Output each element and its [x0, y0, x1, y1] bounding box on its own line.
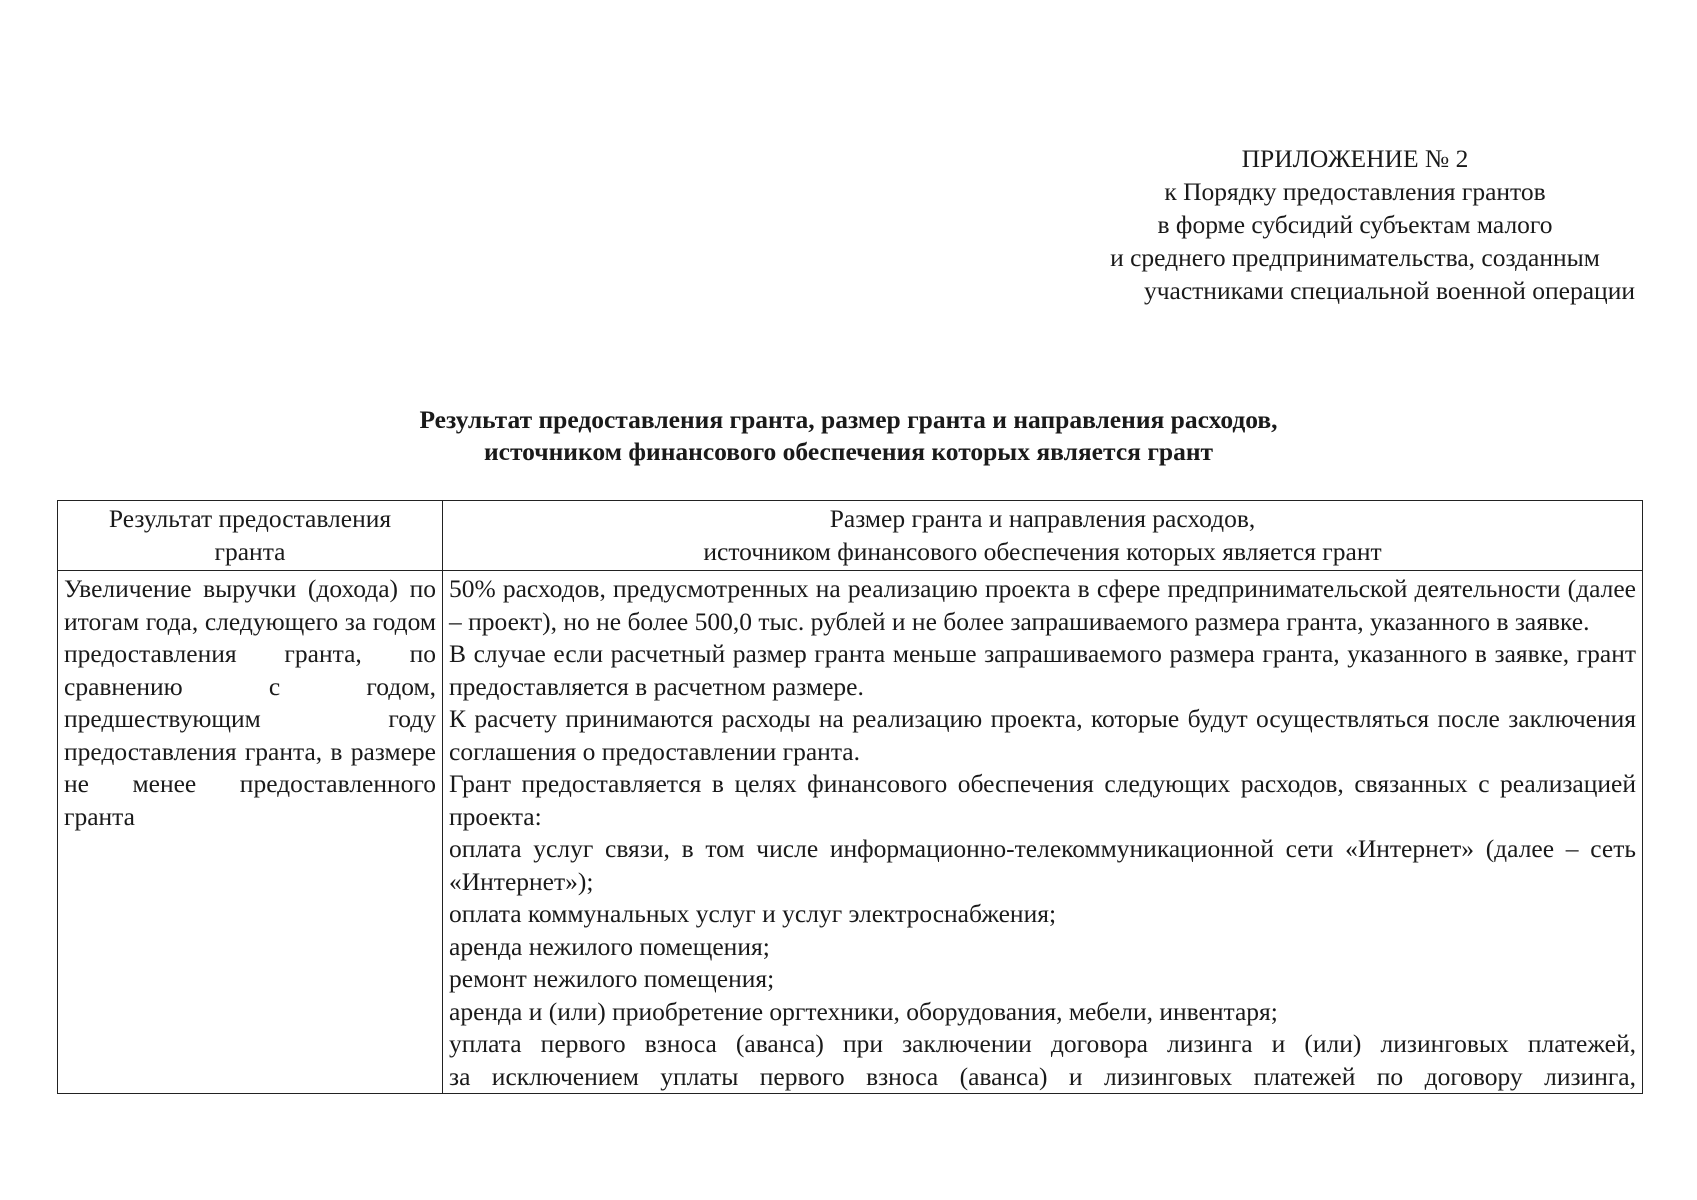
- table-header-row: [58, 501, 1643, 571]
- paragraph-calculated-size: В случае если расчетный размер гранта меньше запрашиваемого размера гранта, указанного в заявке, грант предоставляется в расчетном размере.: [449, 639, 1636, 701]
- appendix-line: и среднего предпринимательства, созданным: [1110, 243, 1600, 272]
- result-cell: Увеличение выручки (дохода) по итогам года, следующего за годом предоставления гранта, по сравнению с годом, предшествующим году предоставления гранта, в размере не менее предоставленного гранта: [58, 571, 443, 1094]
- header-amount-line: источником финансового обеспечения которых является грант: [703, 536, 1382, 566]
- title-line: Результат предоставления гранта, размер гранта и направления расходов,: [419, 405, 1278, 434]
- appendix-line: в форме субсидий субъектам малого: [1157, 210, 1553, 239]
- paragraph-accepted-expenses: К расчету принимаются расходы на реализацию проекта, которые будут осуществляться после заключения соглашения о предоставлении гранта.: [449, 704, 1636, 766]
- appendix-number: ПРИЛОЖЕНИЕ № 2: [1241, 144, 1469, 173]
- appendix-line: к Порядку предоставления грантов: [1164, 177, 1546, 206]
- header-result-line: гранта: [214, 536, 286, 566]
- header-result-line: Результат предоставления: [108, 504, 392, 533]
- appendix-header: [1075, 142, 1635, 307]
- grant-table: [57, 500, 1643, 1094]
- expense-item: оплата коммунальных услуг и услуг электроснабжения;: [449, 899, 1057, 928]
- expenses-cell: [443, 571, 1643, 1094]
- paragraph-grant-size: 50% расходов, предусмотренных на реализацию проекта в сфере предпринимательской деятельности (далее – проект), но не более 500,0 тыс. рублей и не более запрашиваемого размера гранта, указанного в заявке.: [449, 574, 1636, 636]
- expense-item: оплата услуг связи, в том числе информационно-телекоммуникационной сети «Интернет» (далее – сеть «Интернет»);: [449, 834, 1636, 896]
- document-title: [0, 404, 1697, 468]
- expense-item: ремонт нежилого помещения;: [449, 964, 775, 993]
- header-result: [58, 501, 443, 571]
- appendix-line: участниками специальной военной операции: [1143, 276, 1635, 305]
- expense-item: аренда нежилого помещения;: [449, 931, 770, 961]
- paragraph-purposes: Грант предоставляется в целях финансового обеспечения следующих расходов, связанных с реализацией проекта:: [449, 769, 1636, 831]
- expense-item: аренда и (или) приобретение оргтехники, оборудования, мебели, инвентаря;: [449, 996, 1278, 1026]
- table-row: [58, 571, 1643, 1094]
- header-amount: [443, 501, 1643, 571]
- expense-item: за исключением уплаты первого взноса (аванса) и лизинговых платежей по договору лизинга,: [449, 1061, 1636, 1091]
- expense-item: уплата первого взноса (аванса) при заключении договора лизинга и (или) лизинговых платежей,: [449, 1029, 1636, 1058]
- header-amount-line: Размер гранта и направления расходов,: [829, 504, 1256, 533]
- title-line: источником финансового обеспечения которых является грант: [483, 437, 1214, 466]
